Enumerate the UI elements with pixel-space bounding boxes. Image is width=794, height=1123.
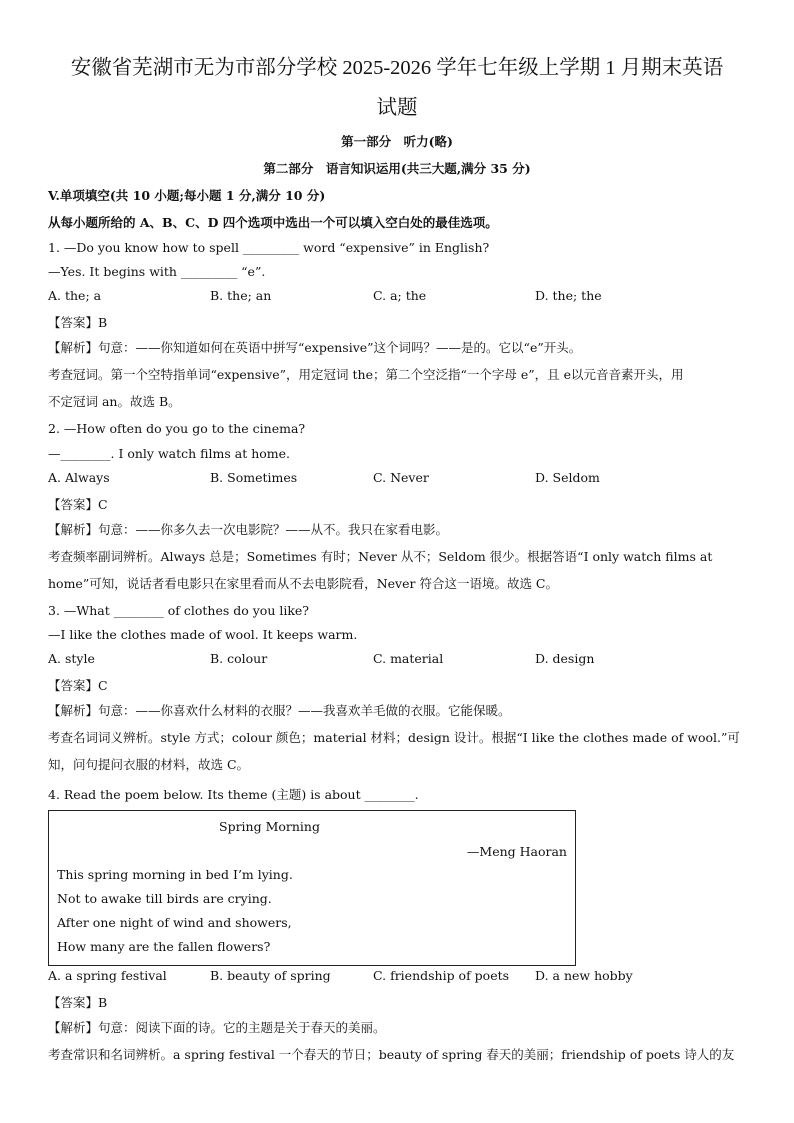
q3-option-a: A. style <box>48 651 95 666</box>
q4-answer: 【答案】B <box>48 995 108 1010</box>
q2-line-1: 2. —How often do you go to the cinema? <box>48 421 306 436</box>
document-title <box>40 48 754 128</box>
q3-answer: 【答案】C <box>48 678 108 693</box>
poem-line-2: Not to awake till birds are crying. <box>57 891 272 906</box>
q4-analysis <box>48 1014 748 1068</box>
q1-line-1: 1. —Do you know how to spell _________ word “expensive” in English? <box>48 240 490 255</box>
q3-line-1: 3. —What ________ of clothes do you like? <box>48 603 310 618</box>
q4-options <box>48 968 748 986</box>
q1-analysis-line-2: 考查冠词。第一个空特指单词“expensive”，用定冠词 the；第二个空泛指“一个字母 e”，且 e以元音音素开头，用 <box>48 367 684 382</box>
q4-option-a: A. a spring festival <box>48 968 167 983</box>
q4-option-b: B. beauty of spring <box>210 968 331 983</box>
q4-analysis-line-1: 【解析】句意：阅读下面的诗。它的主题是关于春天的美丽。 <box>48 1020 386 1035</box>
q2-option-a: A. Always <box>48 470 110 485</box>
title-line-1: 安徽省芜湖市无为市部分学校 2025-2026 学年七年级上学期 1 月期末英语 <box>70 57 724 79</box>
q2-options <box>48 470 748 488</box>
poem-line-1: This spring morning in bed I’m lying. <box>57 867 293 882</box>
q1-answer: 【答案】B <box>48 315 108 330</box>
q2-line-2: —________. I only watch films at home. <box>48 446 290 461</box>
q1-option-b: B. the; an <box>210 288 272 303</box>
q1-option-a: A. the; a <box>48 288 102 303</box>
q2-analysis-line-2: 考查频率副词辨析。Always 总是；Sometimes 有时；Never 从不；Seldom 很少。根据答语“I only watch films at <box>48 549 713 564</box>
q2-option-d: D. Seldom <box>535 470 600 485</box>
q3-option-b: B. colour <box>210 651 268 666</box>
q2-analysis-line-3: home”可知，说话者看电影只在家里看而从不去电影院看，Never 符合这一语境。故选 C。 <box>48 576 558 591</box>
section-heading: V.单项填空(共 10 小题;每小题 1 分,满分 10 分) <box>48 188 326 203</box>
poem-author: —Meng Haoran <box>466 844 567 859</box>
q2-option-b: B. Sometimes <box>210 470 298 485</box>
q1-analysis-line-1: 【解析】句意：——你知道如何在英语中拼写“expensive”这个词吗？——是的。它以“e”开头。 <box>48 340 582 355</box>
q3-line-2: —I like the clothes made of wool. It keeps warm. <box>48 627 358 642</box>
q1-analysis-line-3: 不定冠词 an。故选 B。 <box>48 394 181 409</box>
q1-line-2: —Yes. It begins with _________ “e”. <box>48 264 266 279</box>
q1-option-c: C. a; the <box>373 288 427 303</box>
q1-analysis <box>48 334 748 415</box>
q4-option-d: D. a new hobby <box>535 968 633 983</box>
part-two-heading: 第二部分 语言知识运用(共三大题,满分 35 分) <box>263 161 531 176</box>
poem-line-4: How many are the fallen flowers? <box>57 939 271 954</box>
q3-analysis-line-3: 知，问句提问衣服的材料，故选 C。 <box>48 757 250 772</box>
title-line-2: 试题 <box>376 97 418 119</box>
q3-analysis <box>48 697 748 778</box>
instruction-text: 从每小题所给的 A、B、C、D 四个选项中选出一个可以填入空白处的最佳选项。 <box>48 215 498 230</box>
q2-answer: 【答案】C <box>48 497 108 512</box>
part-one-heading: 第一部分 听力(略) <box>341 134 453 149</box>
q3-option-c: C. material <box>373 651 444 666</box>
q3-analysis-line-2: 考查名词词义辨析。style 方式；colour 颜色；material 材料；design 设计。根据“I like the clothes made of wool.”可 <box>48 730 740 745</box>
poem-title: Spring Morning <box>219 819 320 834</box>
q4-line-1: 4. Read the poem below. Its theme (主题) is about ________. <box>48 787 419 802</box>
poem-box <box>48 810 576 966</box>
q4-analysis-line-2: 考查常识和名词辨析。a spring festival 一个春天的节日；beauty of spring 春天的美丽；friendship of poets 诗人的友 <box>48 1047 735 1062</box>
poem-line-3: After one night of wind and showers, <box>57 915 292 930</box>
q3-options <box>48 651 748 669</box>
q1-option-d: D. the; the <box>535 288 602 303</box>
q3-option-d: D. design <box>535 651 595 666</box>
q4-option-c: C. friendship of poets <box>373 968 510 983</box>
q1-options <box>48 288 748 306</box>
q2-analysis <box>48 516 748 597</box>
q2-analysis-line-1: 【解析】句意：——你多久去一次电影院？——从不。我只在家看电影。 <box>48 522 449 537</box>
q2-option-c: C. Never <box>373 470 429 485</box>
q3-analysis-line-1: 【解析】句意：——你喜欢什么材料的衣服？——我喜欢羊毛做的衣服。它能保暖。 <box>48 703 511 718</box>
